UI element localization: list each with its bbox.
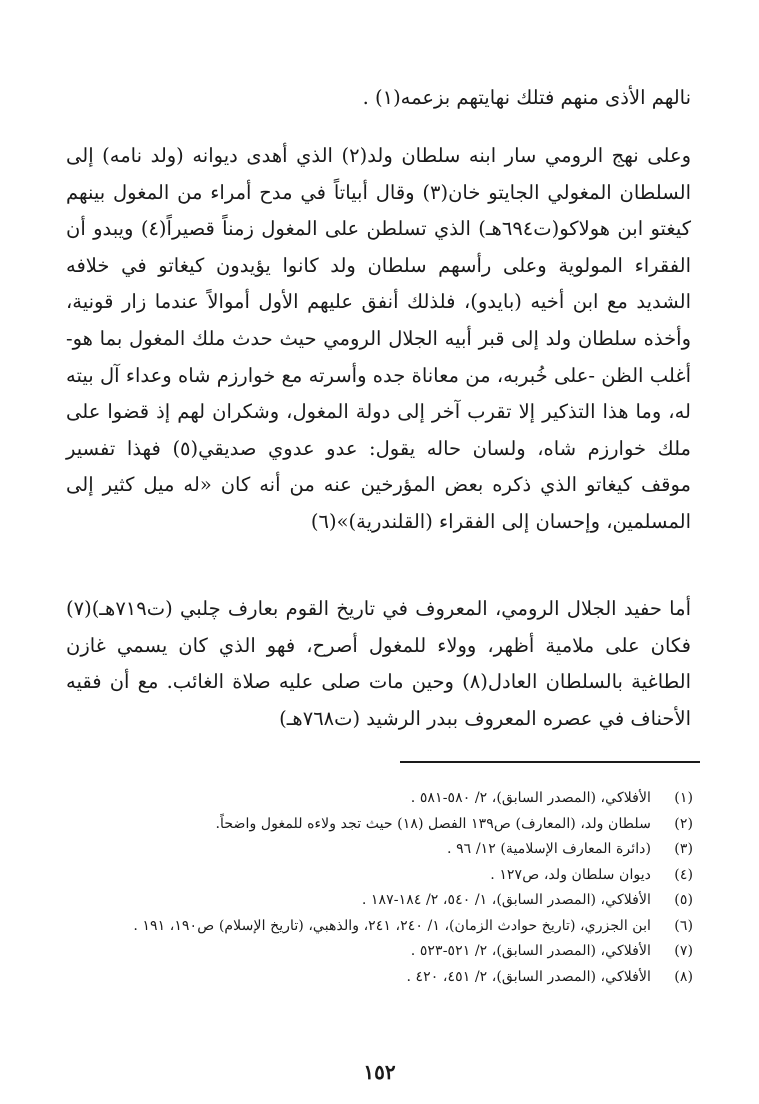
footnote-text: ابن الجزري، (تاريخ حوادث الزمان)، ١/ ٢٤٠، ٢٤١، والذهبي، (تاريخ الإسلام) ص١٩٠، ١٩١ .	[133, 917, 651, 934]
footnote-number: (٧)	[674, 943, 693, 959]
footnote-item	[63, 914, 693, 940]
footnote-item	[63, 888, 693, 914]
footnote-item	[63, 965, 693, 991]
footnote-item	[63, 863, 693, 889]
footnote-item	[63, 837, 693, 863]
footnote-text: الأفلاكي، (المصدر السابق)، ٢/ ٥٢١-٥٢٣ .	[410, 943, 651, 959]
footnote-divider	[400, 761, 700, 763]
footnote-text: ديوان سلطان ولد، ص١٢٧ .	[490, 866, 651, 883]
footnote-text: سلطان ولد، (المعارف) ص١٣٩ الفصل (١٨) حيث تجد ولاءه للمغول واضحاً.	[215, 815, 651, 832]
footnote-text: (دائرة المعارف الإسلامية) ١٢/ ٩٦ .	[447, 841, 651, 857]
footnote-item	[63, 812, 693, 838]
footnote-number: (٦)	[674, 917, 693, 934]
body-paragraph: وعلى نهج الرومي سار ابنه سلطان ولد(٢) الذي أهدى ديوانه (ولد نامه) إلى السلطان المغولي الجايتو خان(٣) وقال أبياتاً في مدح أمراء من المغول بينهم كيغتو ابن هولاكو(ت٦٩٤هـ) الذي تسلطن على المغول زمناً قصيراً(٤) ويبدو أن الفقراء المولوية وعلى رأسهم سلطان ولد كانوا يؤيدون كيغاتو في خلافه الشديد مع ابن أخيه (بايدو)، فلذلك أنفق عليهم الأول أموالاً عندما زار قونية، وأخذه سلطان ولد إلى قبر أبيه الجلال الرومي حيث حدث ملك المغول بما هو- أغلب الظن -على خُبربه، من معاناة جده وأسرته مع خوارزم شاه وعداء آل بيته له، وما هذا التذكير إلا تقرب آخر إلى دولة المغول، وشكران لهم إذ قضوا على ملك خوارزم شاه، ولسان حاله يقول: عدو عدوي صديقي(٥) فهذا تفسير موقف كيغاتو الذي ذكره بعض المؤرخين عنه من أنه كان «له ميل كثير إلى المسلمين، وإحسان إلى الفقراء (القلندرية)»(٦)	[66, 144, 691, 533]
body-paragraph: نالهم الأذى منهم فتلك نهايتهم بزعمه(١) .	[362, 86, 691, 109]
footnote-number: (٢)	[674, 815, 693, 832]
body-paragraph: أما حفيد الجلال الرومي، المعروف في تاريخ القوم بعارف چلبي (ت٧١٩هـ)(٧) فكان على ملامية أظهر، وولاء للمغول أصرح، فهو الذي كان يسمي غازن الطاغية بالسلطان العادل(٨) وحين مات صلى عليه صلاة الغائب. مع أن فقيه الأحناف في عصره المعروف ببدر الرشيد (ت٧٦٨هـ)	[66, 597, 691, 730]
footnote-text: الأفلاكي، (المصدر السابق)، ٢/ ٤٥١، ٤٢٠ .	[406, 968, 651, 985]
page-number: ١٥٢	[363, 1060, 396, 1084]
footnote-number: (٤)	[674, 866, 693, 883]
footnote-item	[63, 939, 693, 965]
footnote-item	[63, 786, 693, 812]
footnote-number: (٣)	[674, 841, 693, 857]
footnote-number: (٥)	[674, 892, 693, 908]
footnote-text: الأفلاكي، (المصدر السابق)، ٢/ ٥٨٠-٥٨١ .	[410, 790, 651, 806]
footnotes-list	[63, 786, 693, 990]
footnote-number: (٨)	[674, 968, 693, 985]
footnote-text: الأفلاكي، (المصدر السابق)، ١/ ٥٤٠، ٢/ ١٨٤-١٨٧ .	[361, 892, 651, 908]
footnote-number: (١)	[674, 790, 693, 806]
